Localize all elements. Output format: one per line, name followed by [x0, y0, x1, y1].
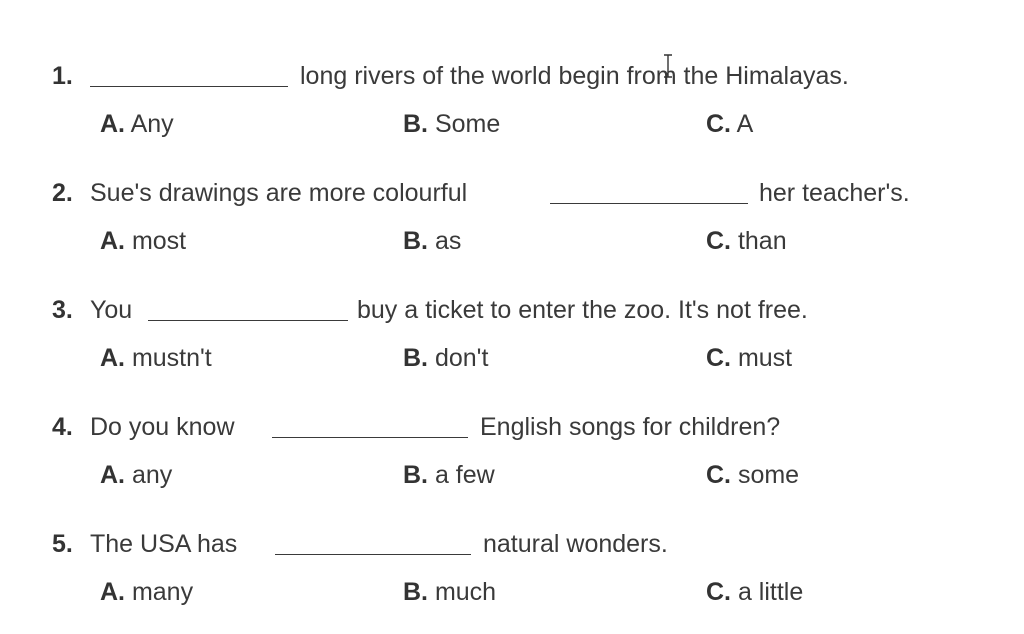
options-row: [0, 104, 1024, 144]
option-text: must: [737, 344, 793, 372]
option-letter: A.: [100, 461, 125, 489]
option-letter: C.: [706, 344, 731, 372]
option-letter: B.: [403, 110, 428, 138]
option-letter: A.: [100, 344, 125, 372]
option-a[interactable]: [100, 455, 172, 495]
option-text: a few: [434, 461, 495, 489]
question-3: [0, 290, 1024, 400]
question-number: 5.: [52, 530, 73, 558]
option-c[interactable]: [706, 338, 792, 378]
option-b[interactable]: [403, 104, 500, 144]
question-stem: [0, 56, 1024, 96]
option-text: mustn't: [131, 344, 212, 372]
question-number: 4.: [52, 413, 73, 441]
text-cursor-icon: [662, 54, 674, 78]
option-letter: A.: [100, 110, 125, 138]
option-c[interactable]: [706, 572, 803, 612]
option-text: Some: [434, 110, 501, 138]
option-text: Any: [130, 110, 174, 138]
option-letter: C.: [706, 110, 731, 138]
option-letter: A.: [100, 227, 125, 255]
option-letter: B.: [403, 344, 428, 372]
option-text: many: [131, 578, 194, 606]
option-letter: B.: [403, 227, 428, 255]
option-a[interactable]: [100, 221, 186, 261]
answer-blank: [148, 320, 348, 321]
question-text-after: buy a ticket to enter the zoo. It's not free.: [357, 296, 808, 324]
option-a[interactable]: [100, 572, 193, 612]
question-number: 2.: [52, 179, 73, 207]
option-c[interactable]: [706, 221, 787, 261]
question-text-after: her teacher's.: [759, 179, 910, 207]
question-text-after: English songs for children?: [480, 413, 781, 441]
option-text: most: [131, 227, 187, 255]
option-letter: B.: [403, 578, 428, 606]
option-a[interactable]: [100, 338, 212, 378]
option-text: don't: [434, 344, 489, 372]
option-text: than: [737, 227, 787, 255]
option-letter: A.: [100, 578, 125, 606]
option-b[interactable]: [403, 572, 496, 612]
option-text: much: [434, 578, 497, 606]
option-text: some: [737, 461, 800, 489]
question-stem: [0, 173, 1024, 213]
question-text-before: Sue's drawings are more colourful: [90, 179, 468, 207]
option-a[interactable]: [100, 104, 174, 144]
question-number: 3.: [52, 296, 73, 324]
question-stem: [0, 290, 1024, 330]
options-row: [0, 572, 1024, 612]
option-text: any: [131, 461, 173, 489]
option-letter: B.: [403, 461, 428, 489]
question-text-after: long rivers of the world begin from the Himalayas.: [300, 62, 849, 90]
answer-blank: [550, 203, 748, 204]
question-stem: [0, 524, 1024, 564]
option-text: A: [736, 110, 754, 138]
question-number: 1.: [52, 62, 73, 90]
option-letter: C.: [706, 227, 731, 255]
question-stem: [0, 407, 1024, 447]
question-text-after: natural wonders.: [483, 530, 668, 558]
option-text: a little: [737, 578, 804, 606]
options-row: [0, 221, 1024, 261]
options-row: [0, 338, 1024, 378]
question-2: [0, 173, 1024, 283]
question-5: [0, 524, 1024, 634]
option-c[interactable]: [706, 104, 753, 144]
question-4: [0, 407, 1024, 517]
option-b[interactable]: [403, 221, 461, 261]
question-text-before: You: [90, 296, 133, 324]
answer-blank: [272, 437, 468, 438]
question-1: [0, 56, 1024, 166]
option-letter: C.: [706, 578, 731, 606]
option-b[interactable]: [403, 455, 495, 495]
option-text: as: [434, 227, 462, 255]
answer-blank: [275, 554, 471, 555]
question-text-before: Do you know: [90, 413, 235, 441]
option-c[interactable]: [706, 455, 799, 495]
option-b[interactable]: [403, 338, 488, 378]
answer-blank: [90, 86, 288, 87]
option-letter: C.: [706, 461, 731, 489]
question-text-before: The USA has: [90, 530, 238, 558]
options-row: [0, 455, 1024, 495]
